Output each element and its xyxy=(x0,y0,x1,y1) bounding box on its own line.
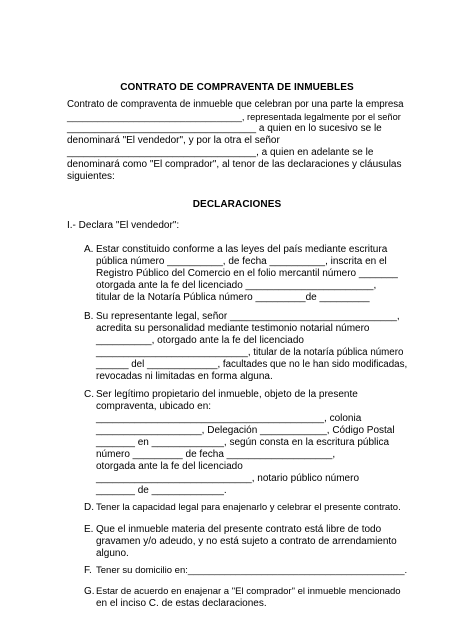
item-line: revocadas ni limitadas en forma alguna. xyxy=(96,371,273,382)
item-line: _______ en _____________, según consta en la escritura pública xyxy=(96,437,390,448)
item-line: otorgada ante la fe del licenciado _______________________, xyxy=(96,280,377,291)
item-letter: A. xyxy=(84,244,94,255)
declaraciones-heading: DECLARACIONES xyxy=(192,199,282,210)
intro-line: denominará "El vendedor", y por la otra el señor xyxy=(67,135,280,146)
document-title: CONTRATO DE COMPRAVENTA DE INMUEBLES xyxy=(120,82,354,93)
item-line: ____________________________, titular de la notaría pública número xyxy=(96,347,404,358)
intro-line: Contrato de compraventa de inmueble que celebran por una parte la empresa xyxy=(67,99,404,110)
intro-line: __________________________________ a quien en lo sucesivo se le xyxy=(67,123,382,134)
intro-line: __________________________________, representada legalmente por el señor xyxy=(67,112,401,122)
item-line: Tener su domicilio en:_________________________________________. xyxy=(96,565,408,576)
item-line: Registro Público del Comercio en el folio mercantil número _______ xyxy=(96,268,398,279)
item-line: Estar constituido conforme a las leyes del país mediante escritura xyxy=(96,244,388,255)
intro-line: siguientes: xyxy=(67,171,115,182)
item-letter: B. xyxy=(84,311,94,322)
item-line: Que el inmueble materia del presente contrato está libre de todo xyxy=(96,524,382,535)
item-letter: E. xyxy=(84,524,94,535)
item-line: ____________________________, notario público número xyxy=(96,473,360,484)
section-heading: I.- Declara "El vendedor": xyxy=(67,220,180,231)
item-line: Su representante legal, señor ______________________________, xyxy=(96,311,400,322)
item-line: compraventa, ubicado en: xyxy=(96,401,212,412)
item-letter: G. xyxy=(84,586,95,597)
item-line: acredita su personalidad mediante testimonio notarial número xyxy=(96,323,370,334)
item-line: titular de la Notaría Pública número _________de _________ xyxy=(96,292,370,303)
item-line: _________________________________________, colonia xyxy=(96,413,362,424)
item-line: en el inciso C. de estas declaraciones. xyxy=(96,598,267,609)
item-line: Estar de acuerdo en enajenar a "El comprador" el inmueble mencionado xyxy=(96,586,401,597)
item-letter: C. xyxy=(84,389,94,400)
item-line: gravamen y/o adeudo, y no está sujeto a contrato de arrendamiento xyxy=(96,536,397,547)
item-line: otorgada ante la fe del licenciado xyxy=(96,461,243,472)
item-line: Ser legítimo propietario del inmueble, objeto de la presente xyxy=(96,389,358,400)
item-line: Tener la capacidad legal para enajenarlo y celebrar el presente contrato. xyxy=(96,502,401,513)
item-line: pública número __________, de fecha __________, inscrita en el xyxy=(96,256,387,267)
intro-line: denominará como "El comprador", al tenor de las declaraciones y cláusulas xyxy=(67,159,402,170)
item-letter: F. xyxy=(84,565,92,576)
item-letter: D. xyxy=(84,502,94,513)
item-line: __________, otorgado ante la fe del licenciado xyxy=(96,335,304,346)
item-line: ______ del _____________, facultades que no le han sido modificadas, xyxy=(96,359,408,370)
item-line: ___________________, Delegación ____________, Código Postal xyxy=(96,425,395,436)
intro-line: __________________________________, a quien en adelante se le xyxy=(67,147,374,158)
item-line: alguno. xyxy=(96,548,129,559)
item-line: _______ de _____________. xyxy=(96,485,227,496)
item-line: número _________ de fecha ___________________, xyxy=(96,449,336,460)
